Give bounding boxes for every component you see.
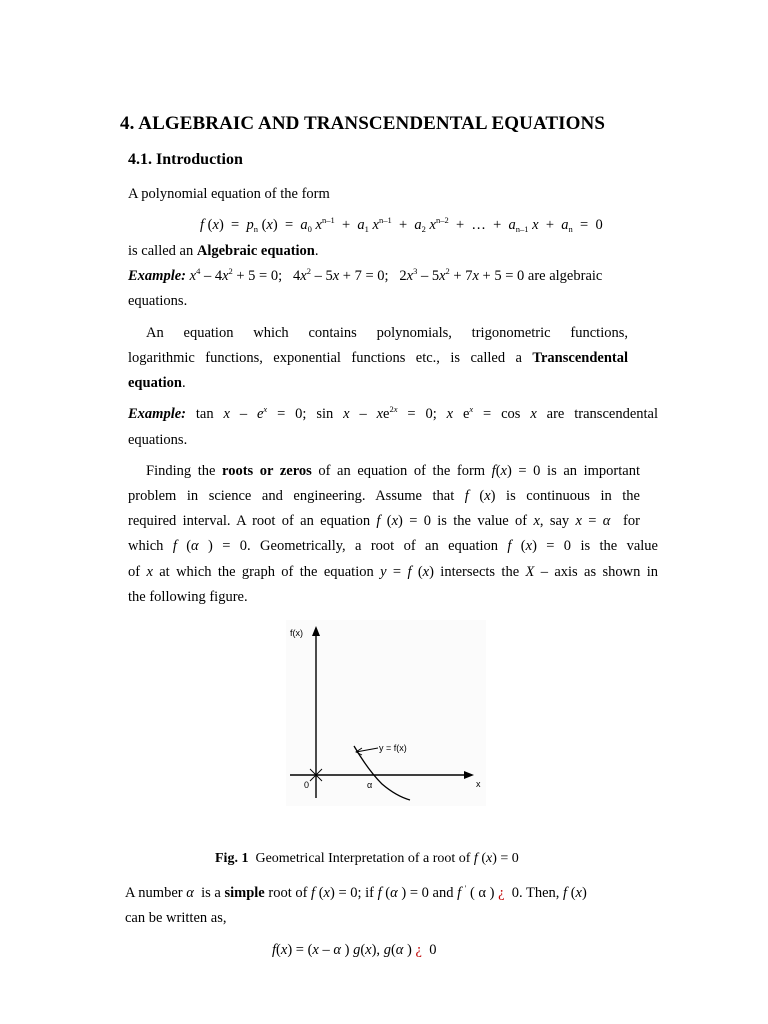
chapter-title: 4. ALGEBRAIC AND TRANSCENDENTAL EQUATIONS bbox=[120, 113, 606, 134]
roots-line-1: Finding the roots or zeros of an equation of the form f(x) = 0 is an important bbox=[146, 463, 640, 479]
factored-form-equation: f(x) = (x – α ) g(x), g(α ) ¿ 0 bbox=[272, 942, 437, 958]
roots-line-4: which f (α ) = 0. Geometrically, a root of an equation f (x) = 0 is the value bbox=[128, 538, 658, 554]
root-figure bbox=[286, 620, 486, 806]
roots-line-3: required interval. A root of an equation f (x) = 0 is the value of x, say x = α for bbox=[128, 513, 640, 529]
origin-label: 0 bbox=[304, 780, 310, 790]
roots-line-6: the following figure. bbox=[128, 589, 248, 605]
simple-root-line-1: A number α is a simple root of f (x) = 0; if f (α ) = 0 and f ' ( α ) ¿ 0. Then, f (x) bbox=[125, 883, 587, 901]
example-transcendental: Example: $\tan x - e^x = 0$; $\sin x - xe^{2x} = 0$; x $e^x = \cos x$ are transcendental bbox=[128, 404, 658, 422]
section-heading: 4.1. Introduction bbox=[128, 151, 243, 168]
x-axis-label: x bbox=[476, 779, 481, 789]
not-equal-symbol: ¿ bbox=[415, 942, 422, 958]
root-alpha-label: α bbox=[367, 780, 373, 790]
y-axis-label: f(x) bbox=[290, 628, 303, 638]
example-algebraic-continuation: equations. bbox=[128, 293, 188, 309]
example-transcendental-continuation: equations. bbox=[128, 432, 188, 448]
roots-line-2: problem in science and engineering. Assume that f (x) is continuous in the bbox=[128, 488, 640, 504]
not-equal-symbol: ¿ bbox=[498, 885, 505, 901]
simple-root-line-2: can be written as, bbox=[125, 910, 227, 926]
transcendental-line-2: logarithmic functions, exponential functions etc., is called a Transcendental bbox=[128, 350, 628, 366]
example-algebraic: Example: $x^4 - 4x^2 + 5 = 0$; $4x^2 - 5x + 7 = 0$; $2x^3 - 5x^2 + 7x + 5 = 0$ are algebraic bbox=[128, 266, 603, 284]
transcendental-line-3: equation. bbox=[128, 375, 186, 391]
transcendental-line-1: An equation which contains polynomials, trigonometric functions, bbox=[146, 325, 628, 341]
roots-line-5: of x at which the graph of the equation y = f (x) intersects the X – axis as shown in bbox=[128, 564, 658, 580]
figure-caption: Fig. 1 Geometrical Interpretation of a root of f (x) = 0 bbox=[215, 851, 519, 866]
curve-label: y = f(x) bbox=[379, 743, 407, 753]
algebraic-definition: is called an Algebraic equation. bbox=[128, 243, 319, 259]
polynomial-equation: f $(x) = p_n$ $(x) = a_0$ $x^{n-1} + a_1$ $x^{n-1} + a_2$ $x^{n-2}$ + … + $a_{n-1}$ $x + a_n = 0$ bbox=[200, 215, 603, 234]
intro-line: A polynomial equation of the form bbox=[128, 186, 330, 202]
